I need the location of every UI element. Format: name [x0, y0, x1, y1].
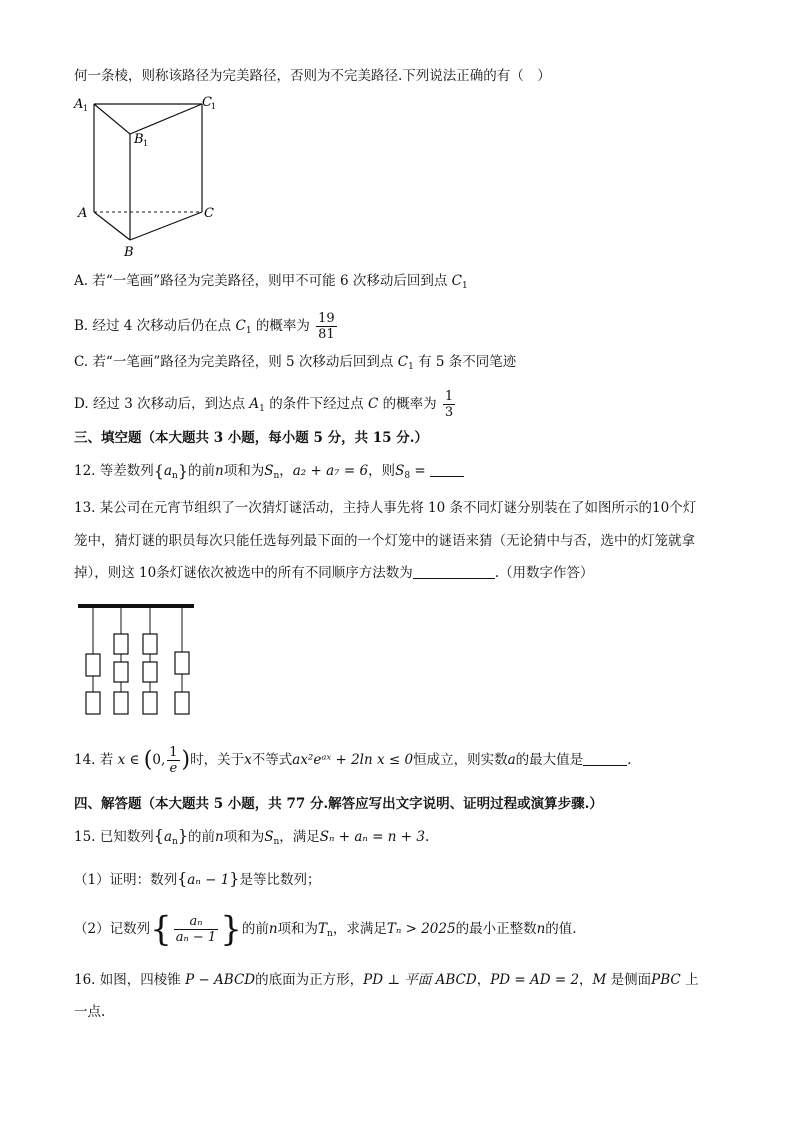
lantern — [114, 634, 128, 654]
answer-blank-13 — [413, 564, 495, 579]
question-15: 15. 已知数列$\{a_n\}$的前n项和为$S_n$，满足Sₙ + aₙ = n + 3. — [74, 826, 430, 847]
label-A: A — [78, 206, 88, 221]
label-C1-sub: 1 — [211, 102, 217, 111]
q11-tail: 何一条棱，则称该路径为完美路径，否则为不完美路径.下列说法正确的有（ ） — [74, 68, 551, 84]
label-A1: A — [74, 97, 84, 112]
fraction-1-e: $\frac{1}{e}$ — [169, 745, 178, 776]
section-4-heading: 四、解答题（本大题共 5 小题，共 77 分.解答应写出文字说明、证明过程或演算步骤.） — [74, 796, 603, 812]
lantern — [143, 662, 157, 682]
lantern — [143, 634, 157, 654]
label-C: C — [204, 206, 214, 221]
fraction-an-over-an-minus-1: $\frac{\text{aₙ}}{\text{aₙ − 1}}$ — [175, 914, 217, 945]
lantern-figure — [76, 598, 200, 722]
question-13-line-3: 掉），则这 10条灯谜依次被选中的所有不同顺序方法数为 .（用数字作答） — [74, 565, 594, 581]
label-C1: C — [202, 95, 212, 110]
lantern — [143, 692, 157, 714]
answer-blank-14 — [583, 751, 627, 766]
lantern — [86, 654, 100, 676]
lantern — [114, 662, 128, 682]
fraction-19-81: $\frac{19}{81}$ — [318, 311, 335, 342]
question-14: 14. 若 x ∈ (0, $\frac{1}{e}$ )时，关于x不等式ax²eᵃˣ + 2ln x ≤ 0恒成立，则实数a的最大值是 . — [74, 745, 632, 776]
lantern — [175, 652, 189, 674]
option-a: A. 若“一笔画”路径为完美路径，则甲不可能 6 次移动后回到点 $C_1$ — [74, 273, 468, 291]
answer-blank-12 — [430, 462, 464, 477]
label-B: B — [124, 245, 134, 260]
option-b: B. 经过 4 次移动后仍在点 $C_1$ 的概率为 $\frac{19}{81}$ — [74, 311, 335, 342]
question-12: 12. 等差数列$\{a_n\}$的前n项和为$S_n$，a₂ + a₇ = 6，则$S_8$ = — [74, 461, 464, 486]
question-13-line-2: 笼中，猜灯谜的职员每次只能任选每列最下面的一个灯笼中的谜语来猜（无论猜中与否，选中的灯笼就拿 — [74, 533, 695, 549]
option-c: C. 若“一笔画”路径为完美路径，则 5 次移动后回到点 $C_1$ 有 5 条不同笔迹 — [74, 354, 517, 372]
section-3-heading: 三、填空题（本大题共 3 小题，每小题 5 分，共 15 分.） — [74, 430, 428, 446]
prism-figure — [70, 90, 230, 260]
question-15-part-1: （1）证明：数列{aₙ − 1}是等比数列； — [74, 869, 321, 888]
lantern — [114, 692, 128, 714]
label-A1-sub: 1 — [83, 104, 89, 113]
fraction-1-3: $\frac{1}{3}$ — [444, 389, 454, 420]
question-16-line-1: 16. 如图，四棱锥 P − ABCD的底面为正方形，PD ⊥ 平面 ABCD，PD = AD = 2，M 是侧面PBC 上 — [74, 972, 699, 988]
label-B1: B — [134, 132, 144, 147]
question-13-line-1: 13. 某公司在元宵节组织了一次猜灯谜活动，主持人事先将 10 条不同灯谜分别装在了如图所示的10个灯 — [74, 500, 697, 516]
label-B1-sub: 1 — [143, 139, 149, 148]
option-d: D. 经过 3 次移动后，到达点 $A_1$ 的条件下经过点 C 的概率为 $\frac{1}{3}$ — [74, 389, 454, 420]
lantern — [175, 692, 189, 714]
question-15-part-2: （2）记数列{ $\frac{\text{aₙ}}{\text{aₙ − 1}}$ }的前n项和为$T_n$，求满足Tₙ > 2025的最小正整数n的值. — [74, 909, 577, 950]
lantern — [86, 692, 100, 714]
question-16-line-2: 一点. — [74, 1004, 106, 1020]
hanging-bar — [78, 604, 194, 608]
